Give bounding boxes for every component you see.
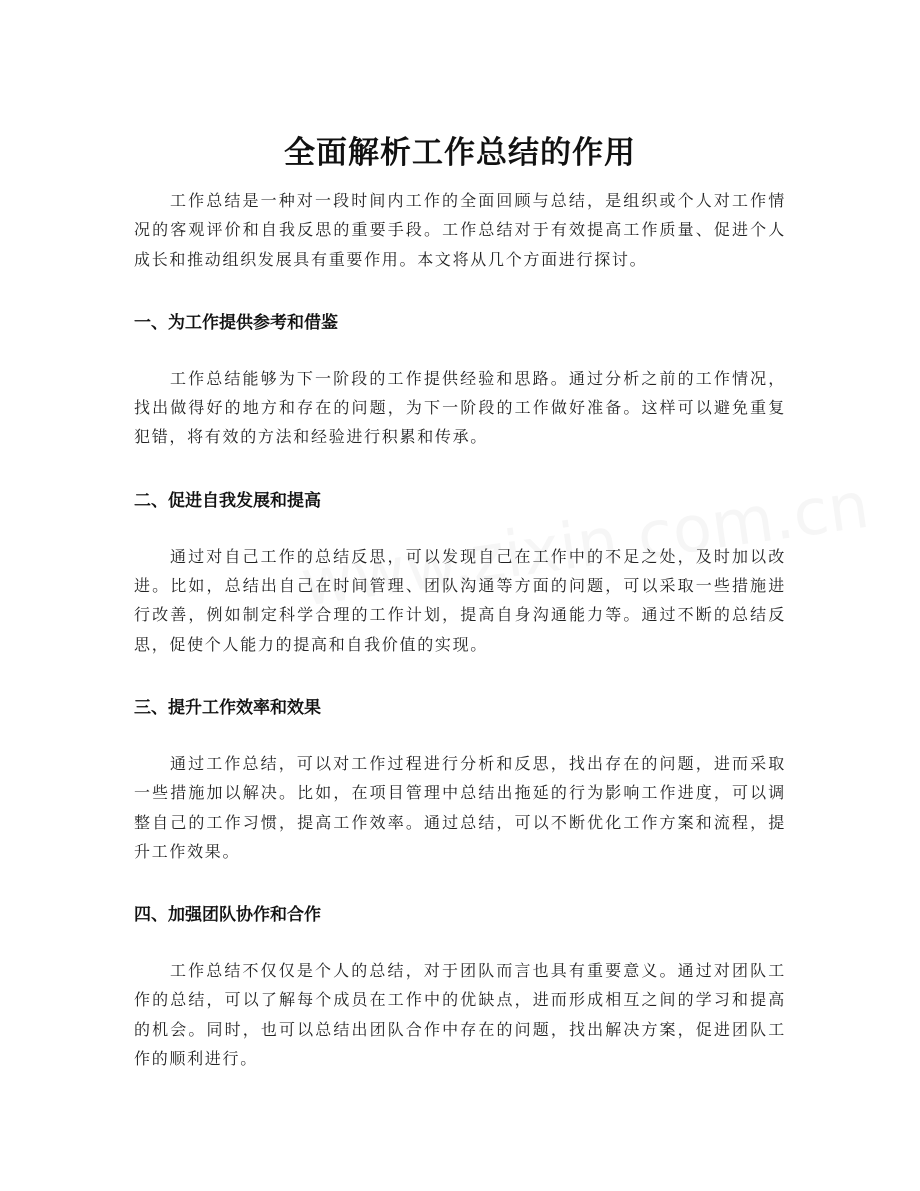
intro-paragraph: 工作总结是一种对一段时间内工作的全面回顾与总结，是组织或个人对工作情况的客观评价和自我反思的重要手段。工作总结对于有效提高工作质量、促进个人成长和推动组织发展具有重要作用。本文将从几个方面进行探讨。 (134, 191, 786, 269)
document-body (134, 186, 786, 1073)
section-heading-3: 三、提升工作效率和效果 (134, 697, 321, 718)
section-heading-4: 四、加强团队协作和合作 (134, 905, 321, 926)
section-paragraph-4: 工作总结不仅仅是个人的总结，对于团队而言也具有重要意义。通过对团队工作的总结，可以了解每个成员在工作中的优缺点，进而形成相互之间的学习和提高的机会。同时，也可以总结出团队合作中存在的问题，找出解决方案，促进团队工作的顺利进行。 (134, 961, 786, 1069)
section-paragraph-3: 通过工作总结，可以对工作过程进行分析和反思，找出存在的问题，进而采取一些措施加以解决。比如，在项目管理中总结出拖延的行为影响工作进度，可以调整自己的工作习惯，提高工作效率。通过总结，可以不断优化工作方案和流程，提升工作效果。 (134, 753, 786, 861)
section-heading-1: 一、为工作提供参考和借鉴 (134, 312, 338, 333)
document-title: 全面解析工作总结的作用 (284, 134, 636, 171)
section-heading-2: 二、促进自我发展和提高 (134, 490, 321, 511)
section-paragraph-2: 通过对自己工作的总结反思，可以发现自己在工作中的不足之处，及时加以改进。比如，总结出自己在时间管理、团队沟通等方面的问题，可以采取一些措施进行改善，例如制定科学合理的工作计划，提高自身沟通能力等。通过不断的总结反思，促使个人能力的提高和自我价值的实现。 (134, 546, 786, 654)
section-paragraph-1: 工作总结能够为下一阶段的工作提供经验和思路。通过分析之前的工作情况，找出做得好的地方和存在的问题，为下一阶段的工作做好准备。这样可以避免重复犯错，将有效的方法和经验进行积累和传承。 (134, 368, 786, 447)
